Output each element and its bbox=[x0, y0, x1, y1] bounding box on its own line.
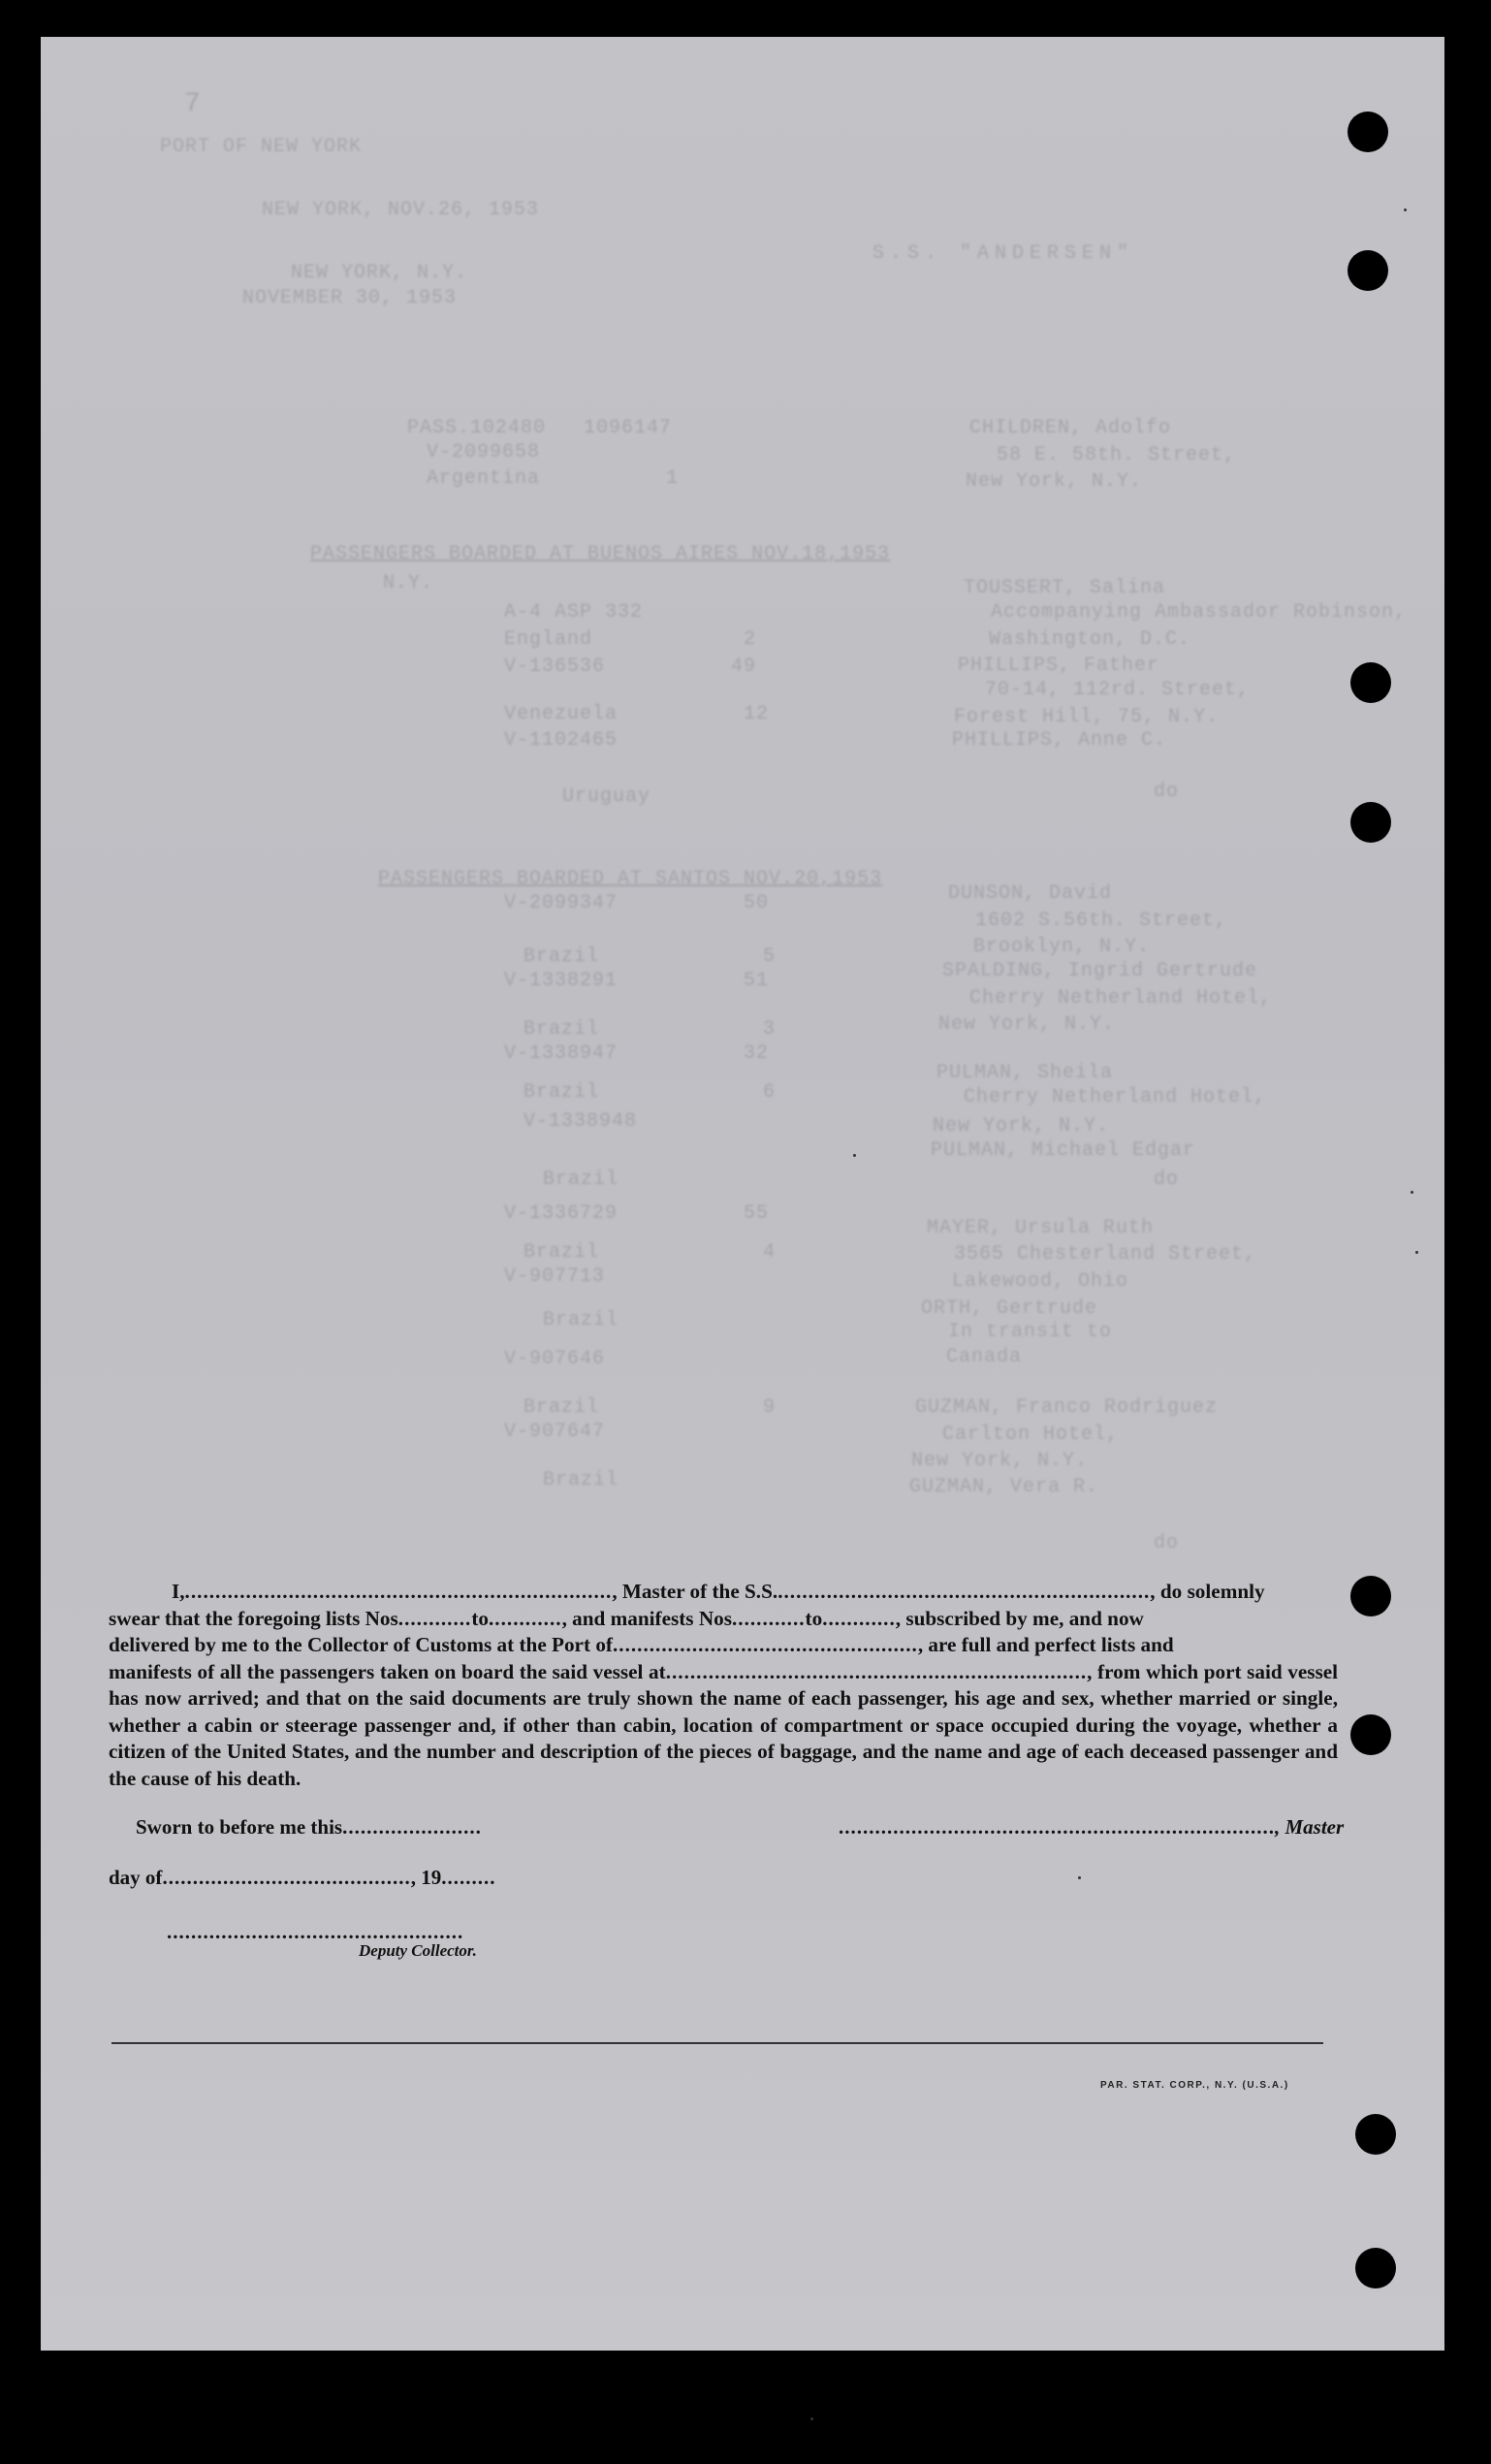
master-signature-line: ........................................................................, Master bbox=[839, 1815, 1345, 1839]
ghost-name-line: In transit to bbox=[948, 1321, 1113, 1343]
ghost-passport-line: Brazil 4 bbox=[523, 1241, 777, 1264]
ghost-name-line: do bbox=[1154, 1168, 1180, 1191]
scan-edge bbox=[1444, 37, 1483, 2351]
ghost-name-line: Cherry Netherland Hotel, bbox=[964, 1086, 1267, 1108]
deputy-signature-line: ................................................. bbox=[167, 1920, 464, 1943]
ghost-passport-line: V-907647 bbox=[504, 1421, 606, 1443]
ghost-passport-line: Brazil 6 bbox=[523, 1081, 777, 1104]
ghost-name-line: Washington, D.C. bbox=[989, 628, 1191, 651]
ghost-passport-line: V-1338947 32 bbox=[504, 1042, 770, 1065]
ghost-name-line: Forest Hill, 75, N.Y. bbox=[954, 706, 1220, 728]
ghost-name-line: Accompanying Ambassador Robinson, bbox=[991, 601, 1408, 624]
punch-hole bbox=[1350, 1714, 1391, 1755]
ghost-name-line: CHILDREN, Adolfo bbox=[969, 417, 1172, 439]
ghost-name-line: SPALDING, Ingrid Gertrude bbox=[942, 960, 1258, 982]
oath-statement bbox=[109, 1579, 1338, 1792]
ghost-name-line: New York, N.Y. bbox=[966, 470, 1143, 493]
punch-hole bbox=[1350, 662, 1391, 703]
ghost-passport-line: Brazil 9 bbox=[523, 1396, 777, 1419]
manifest-page bbox=[41, 37, 1446, 2351]
ghost-passport-line: Argentina 1 bbox=[427, 467, 680, 490]
ghost-header-date: NEW YORK, NOV.26, 1953 bbox=[262, 199, 540, 221]
ghost-name-line: New York, N.Y. bbox=[938, 1013, 1116, 1036]
speck bbox=[1404, 208, 1407, 211]
ghost-passport-line: PASSENGERS BOARDED AT BUENOS AIRES NOV.18,1953 bbox=[310, 543, 891, 565]
day-of-line: day of........................................., 19......... bbox=[109, 1866, 496, 1889]
oath-line-3: delivered by me to the Collector of Customs at the Port of.................................................., are full and perfect lists and bbox=[109, 1633, 1174, 1656]
deputy-collector-label: Deputy Collector. bbox=[359, 1941, 477, 1960]
ghost-passport-line: V-907713 bbox=[504, 1265, 606, 1288]
ghost-name-line: Lakewood, Ohio bbox=[952, 1270, 1129, 1293]
ghost-passport-line: Brazil 3 bbox=[523, 1018, 777, 1040]
ghost-passport-line: V-1102465 bbox=[504, 729, 619, 752]
ghost-name-line: MAYER, Ursula Ruth bbox=[927, 1217, 1155, 1239]
ghost-passport-line: Venezuela 12 bbox=[504, 703, 770, 725]
ghost-passport-line: V-2099658 bbox=[427, 441, 541, 464]
oath-line-1: I,......................................................................, Master of the S.S.............................................................., do solemnly bbox=[172, 1580, 1265, 1603]
ghost-passport-line: Brazil bbox=[543, 1309, 619, 1331]
speck bbox=[1415, 1251, 1418, 1254]
ghost-name-line: Brooklyn, N.Y. bbox=[973, 936, 1151, 958]
oath-line-4: manifests of all the passengers taken on board the said vessel at....................................................................., from which bbox=[109, 1659, 1199, 1683]
ghost-passport-line: V-907646 bbox=[504, 1348, 606, 1370]
ghost-header: PORT OF NEW YORK bbox=[160, 136, 363, 158]
ghost-name-line: New York, N.Y. bbox=[911, 1450, 1089, 1472]
printer-mark: PAR. STAT. CORP., N.Y. (U.S.A.) bbox=[1100, 2080, 1289, 2091]
ghost-passport-line: PASSENGERS BOARDED AT SANTOS NOV.20,1953 bbox=[378, 868, 883, 890]
ghost-name-line: PHILLIPS, Anne C. bbox=[952, 729, 1167, 752]
punch-hole bbox=[1350, 802, 1391, 843]
ghost-name-line: GUZMAN, Franco Rodriguez bbox=[915, 1396, 1219, 1419]
punch-hole bbox=[1355, 2114, 1396, 2155]
speck bbox=[1411, 1191, 1413, 1194]
ghost-passport-line: Brazil bbox=[543, 1469, 619, 1491]
ghost-passport-line: Brazil bbox=[543, 1168, 619, 1191]
ghost-name-line: TOUSSERT, Salina bbox=[964, 577, 1166, 599]
ghost-name-line: PHILLIPS, Father bbox=[958, 655, 1160, 677]
oath-line-2: swear that the foregoing lists Nos............to............, and manifests Nos............to............, subscribed by me, and now bbox=[109, 1606, 1144, 1630]
ghost-name-line: Canada bbox=[946, 1346, 1023, 1368]
ghost-name-line: PULMAN, Michael Edgar bbox=[931, 1139, 1196, 1162]
margin-mark: 7 bbox=[184, 89, 202, 119]
punch-hole bbox=[1348, 250, 1388, 291]
oath-body: port said vessel has now arrived; and that on the said documents are truly shown the name of each passenger, his age and sex, whether married or single, whether a cabin or steerage passenger and, if other than cabin, location of compartment or space occupied during the voyage, whether a citizen of the United States, and the number and description of the pieces of baggage, and the name and age of each deceased passenger and the cause of his death. bbox=[109, 1659, 1339, 1790]
ghost-passport-line: V-1336729 55 bbox=[504, 1202, 770, 1225]
ghost-passport-line: V-2099347 50 bbox=[504, 892, 770, 914]
ghost-name-line: DUNSON, David bbox=[948, 882, 1113, 905]
ghost-passport-line: V-1338291 51 bbox=[504, 970, 770, 992]
ghost-name-line: Carlton Hotel, bbox=[942, 1424, 1120, 1446]
punch-hole bbox=[1350, 1576, 1391, 1616]
sworn-line: Sworn to before me this....................... bbox=[136, 1815, 482, 1839]
speck bbox=[853, 1154, 856, 1157]
ghost-passport-line: V-136536 49 bbox=[504, 656, 757, 678]
ghost-ship-name: S.S. "ANDERSEN" bbox=[872, 242, 1135, 265]
ghost-name-line: 1602 S.56th. Street, bbox=[975, 910, 1228, 932]
ghost-passport-line: N.Y. bbox=[383, 572, 434, 594]
ghost-name-line: ORTH, Gertrude bbox=[921, 1297, 1098, 1320]
punch-hole bbox=[1348, 112, 1388, 152]
ghost-date: NOVEMBER 30, 1953 bbox=[242, 287, 458, 309]
ghost-name-line: GUZMAN, Vera R. bbox=[909, 1476, 1099, 1498]
ghost-passport-line: England 2 bbox=[504, 628, 757, 651]
ghost-name-line: Cherry Netherland Hotel, bbox=[969, 987, 1273, 1009]
ghost-name-line: 3565 Chesterland Street, bbox=[954, 1243, 1257, 1265]
ghost-name-line: New York, N.Y. bbox=[933, 1115, 1110, 1137]
ghost-place: NEW YORK, N.Y. bbox=[291, 262, 468, 284]
ghost-passport-line: PASS.102480 1096147 bbox=[407, 417, 673, 439]
punch-hole bbox=[1355, 2248, 1396, 2288]
bottom-rule bbox=[111, 2042, 1323, 2044]
ghost-passport-line: A-4 ASP 332 bbox=[504, 601, 644, 624]
ghost-passport-line: Brazil 5 bbox=[523, 945, 777, 968]
speck bbox=[810, 2417, 813, 2420]
ghost-name-line: 58 E. 58th. Street, bbox=[997, 444, 1237, 466]
ghost-name-line: PULMAN, Sheila bbox=[936, 1062, 1114, 1084]
speck bbox=[1078, 1876, 1081, 1879]
ghost-passport-line: V-1338948 bbox=[523, 1110, 638, 1133]
ghost-name-line: 70-14, 112rd. Street, bbox=[985, 679, 1251, 701]
ghost-name-line: do bbox=[1154, 781, 1180, 803]
ghost-name-line: do bbox=[1154, 1532, 1180, 1554]
ghost-passport-line: Uruguay bbox=[562, 785, 651, 808]
